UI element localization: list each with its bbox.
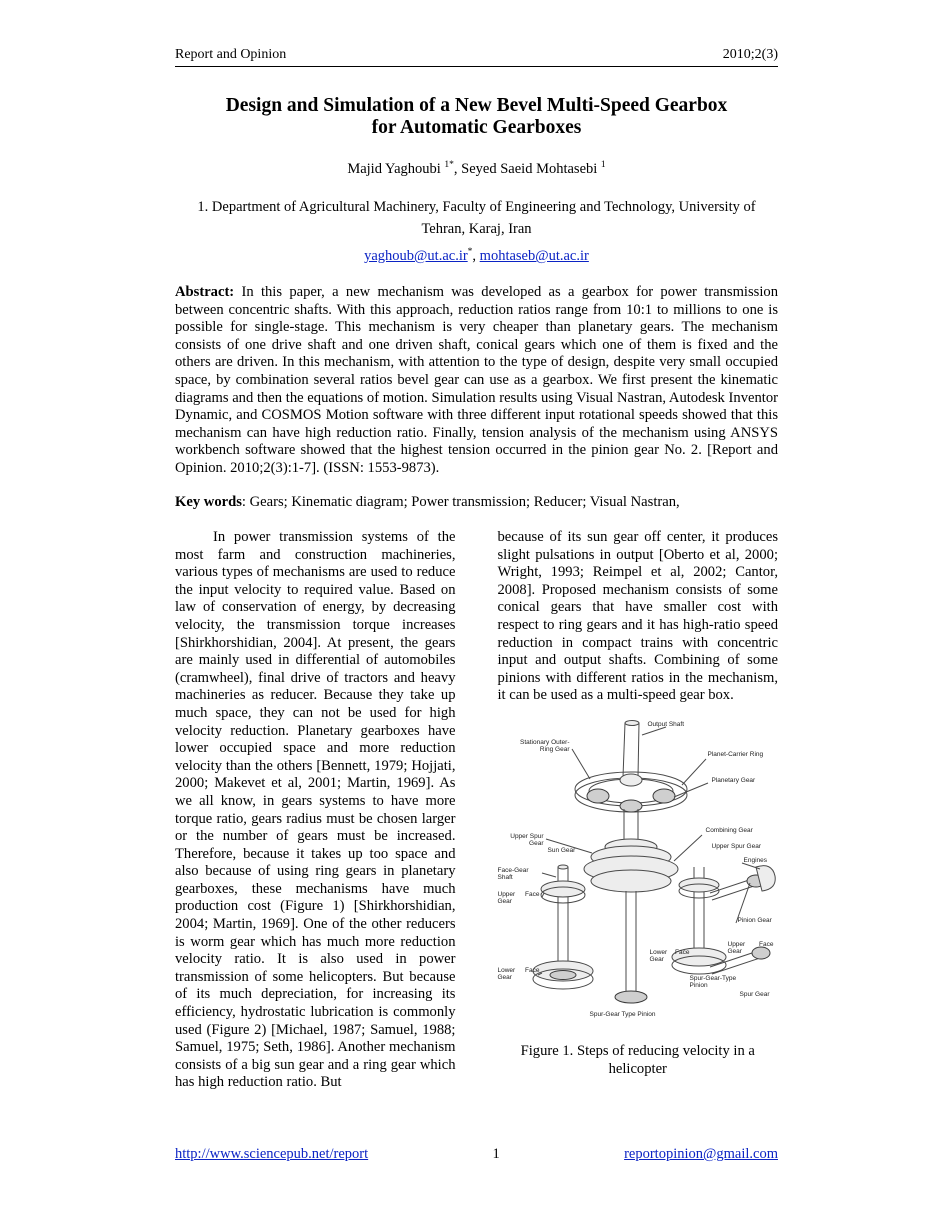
abstract-label: Abstract: — [175, 284, 235, 300]
figure-label: Pinion Gear — [737, 916, 772, 924]
author-2: Seyed Saeid Mohtasebi — [461, 161, 601, 177]
figure-label: Lower Face Gear — [649, 948, 690, 964]
left-column — [175, 529, 456, 1092]
figure-label: Upper Spur Gear — [510, 832, 544, 848]
issue-id: 2010;2(3) — [722, 47, 778, 62]
author-1: Majid Yaghoubi — [347, 161, 445, 177]
figure-label: Combining Gear — [705, 826, 753, 834]
figure-label: Face-Gear Shaft — [497, 866, 529, 882]
journal-name: Report and Opinion — [175, 47, 287, 62]
figure-label: Output Shaft — [647, 720, 684, 728]
keywords — [175, 494, 778, 511]
keywords-label: Key words — [175, 494, 242, 510]
author-1-affmark: 1* — [444, 160, 454, 171]
figure-label: Sun Gear — [547, 846, 576, 854]
page-title — [175, 95, 778, 139]
page-number: 1 — [492, 1146, 500, 1162]
authors-line — [175, 161, 778, 178]
figure-1-caption: Figure 1. Steps of reducing velocity in a helicopter — [520, 1042, 755, 1077]
figure-label: Upper Spur Gear — [711, 842, 761, 850]
figure-label: Spur-Gear-Type Pinion — [689, 974, 737, 990]
figure-label: Spur Gear — [739, 990, 770, 998]
email-affmark: * — [467, 247, 473, 258]
body-columns — [175, 529, 778, 1092]
abstract — [175, 284, 778, 478]
header-rule — [175, 66, 778, 67]
abstract-text: In this paper, a new mechanism was developed as a gearbox for power transmission between concentric shafts. With this approach, reduction ratios range from 10:1 to millions to one is possible for single-stage. This mechanism is very cheaper than planetary gears. The mechanism consists of one drive shaft and one driven shaft, conical gears which one of them is fixed and the others are driven. In this mechanism, with attention to the type of design, despite very small occupied space, by combination several ratios bevel gear can use as a gearbox. We first present the kinematic diagrams and then the equations of motion. Simulation results using Visual Nastran, Autodesk Inventor Dynamic, and COSMOS Motion software with three different input rotational speeds showed that this mechanism can have high reduction ratio. Finally, tension analysis of the mechanism using ANSYS workbench software showed that the highest tension occurred in the pinion gear No. 2. [Report and Opinion. 2010;2(3):1-7]. (ISSN: 1553-9873). — [175, 284, 778, 476]
running-head — [175, 47, 778, 63]
figure-label: Spur-Gear Type Pinion — [589, 1010, 656, 1018]
figure-label: Upper Face Gear — [727, 940, 774, 956]
author-2-affmark: 1 — [600, 160, 606, 171]
figure-label: Planetary Gear — [711, 776, 756, 784]
figure-1 — [498, 719, 778, 1026]
figure-label: Upper Face Gear — [497, 890, 540, 906]
page-footer — [175, 1146, 778, 1163]
email-link-2[interactable]: mohtaseb@ut.ac.ir — [479, 248, 589, 264]
affiliation: 1. Department of Agricultural Machinery, Faculty of Engineering and Technology, University of Tehran, Karaj, Iran — [197, 199, 756, 237]
emails-line — [175, 248, 778, 265]
email-link-1[interactable]: yaghoub@ut.ac.ir — [364, 248, 468, 264]
figure-label: Stationary Outer-Ring Gear — [520, 738, 570, 754]
author-separator: , — [453, 161, 462, 177]
contact-email-link[interactable]: reportopinion@gmail.com — [624, 1146, 778, 1162]
figure-label: Engines — [743, 856, 767, 864]
title-line-1: Design and Simulation of a New Bevel Multi-Speed Gearbox — [225, 95, 728, 116]
keywords-text: : Gears; Kinematic diagram; Power transmission; Reducer; Visual Nastran, — [241, 494, 680, 510]
title-line-2: for Automatic Gearboxes — [371, 117, 582, 138]
figure-label: Planet-Carrier Ring — [707, 750, 764, 758]
publisher-url-link[interactable]: http://www.sciencepub.net/report — [175, 1146, 369, 1162]
figure-label: Lower Face Gear — [497, 966, 540, 982]
left-column-paragraph: In power transmission systems of the most farm and construction machineries, various types of mechanisms are used to reduce the input velocity to required value. Based on law of conservation of energy, by decreasing velocity, the transmission torque increases [Shirkhorshidian, 2004]. At present, the gears are mainly used in differential of automobiles (cramwheel), final drive of tractors and heavy machineries as reducer. Because they take up much space, they can not be used for high velocity reduction. Planetary gearboxes have lower occupied space and more reduction velocity than the others [Bennett, 1979; Hojjati, 2000; Makevet et al, 2001; Martin, 1969]. As we all know, in gears systems to have more torque ratio, gears radius must be chosen larger or the number of gears must be increased. Therefore, because it takes up too space and also because of using ring gears in planetary gearboxes, these mechanisms have much production cost (Figure 1) [Shirkhorshidian, 2004; Martin, 1969]. One of the other reducers is worm gear which has much more reduction velocity ratio. It is also used in power transmission of some helicopters. But because of its much depreciation, for increasing its efficiency, hydrostatic lubrication is commonly used (Figure 2) [Michael, 1987; Samuel, 1988; Samuel, 1975; Seth, 1986]. Another mechanism consists of a big sun gear and a ring gear which has high reduction ratio. But — [175, 529, 456, 1091]
email-separator: , — [472, 248, 480, 264]
right-column-paragraph: because of its sun gear off center, it produces slight pulsations in output [Oberto et al, 2000; Wright, 1993; Reimpel et al, 2002; Cantor, 2008]. Proposed mechanism consists of some conical gears that have smaller cost with respect to ring gears and it has high-ratio speed reduction in compact trains with concentric input and output shafts. Combining of some pinions with different ratios in the mechanism, it can be used as a multi-speed gear box. — [497, 529, 778, 704]
right-column — [498, 529, 779, 1092]
